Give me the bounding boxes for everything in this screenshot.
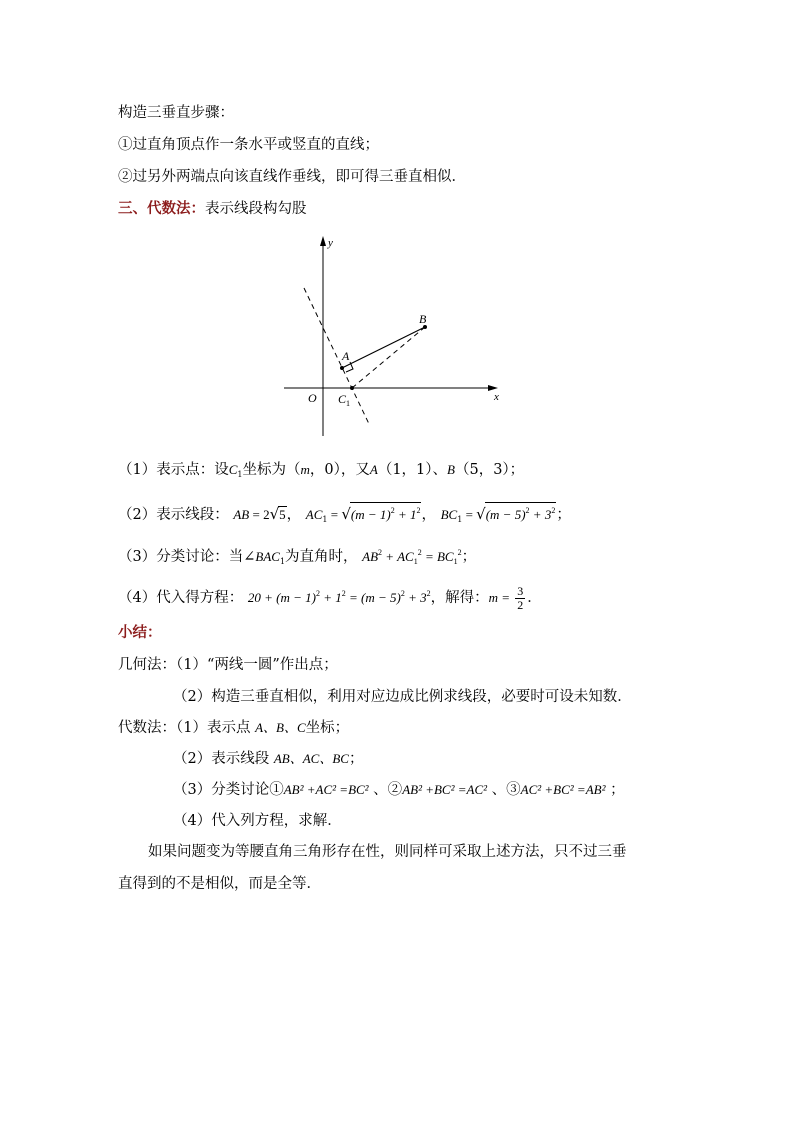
formula-equation (248, 590, 431, 605)
subscript: 1 (413, 557, 418, 566)
step-1: ①过直角顶点作一条水平或竖直的直线； (118, 137, 379, 153)
solution-fraction (515, 585, 525, 612)
alg-item-text: 坐标； (305, 720, 350, 736)
case-2-formula: AB² +BC² =AC² (402, 782, 488, 797)
point-name: C (228, 462, 238, 477)
superscript: 2 (315, 589, 320, 598)
expr: 20 + (m − 1) (247, 590, 316, 605)
formula-pythagoras (362, 549, 461, 564)
steps-title: 构造三垂直步骤： (118, 105, 234, 121)
alg-item-text: 、③ (487, 782, 521, 798)
subscript: 1 (457, 515, 463, 524)
separator: ， (286, 507, 302, 523)
item-text: 坐标为（ (242, 462, 301, 478)
alg-item-text: ； (348, 751, 364, 767)
separator: ． (527, 590, 542, 606)
alg-item-text: ； (605, 782, 625, 798)
formula-ab-rhs: = 2 (249, 507, 270, 522)
section-3-heading-line (118, 199, 307, 219)
label-x: x (494, 391, 499, 403)
superscript: 2 (378, 548, 383, 557)
item-text: 表示点：设 (156, 462, 229, 478)
point-name: B (447, 462, 455, 477)
alg-line-4: （4）代入列方程，求解． (173, 813, 342, 829)
item-number: （1） (118, 462, 157, 478)
item-text: （5，3）； (454, 462, 525, 478)
item-4 (118, 584, 542, 612)
expr: = (m − 5) (345, 590, 401, 605)
label-C: C (338, 392, 347, 406)
step-2: ②过另外两端点向该直线作垂线，即可得三垂直相似． (118, 169, 466, 185)
expr: = BC (421, 549, 454, 564)
item-1 (118, 460, 524, 485)
label-O: O (308, 391, 317, 405)
item-2: （2）表示线段： AB = 2√5， $AC_1 = √(m - 1)^2 + 1^2$， $BC_1 = √(m - 5)^2 + 3^2$； (118, 502, 571, 530)
alg-line-1 (118, 718, 349, 738)
expr: + AC (382, 549, 414, 564)
geo-label: 几何法： (118, 657, 176, 673)
summary-heading: 小结： (118, 624, 162, 641)
superscript: 2 (551, 506, 556, 515)
expr: + 1 (319, 590, 342, 605)
item-number: （4） (118, 590, 157, 606)
alg-label: 代数法： (118, 720, 176, 736)
label-C-sub: 1 (346, 399, 351, 408)
separator: ； (556, 507, 571, 523)
formula-bc1-radicand (485, 502, 557, 523)
item-text: ，0），又 (309, 462, 370, 478)
separator: ； (461, 549, 477, 565)
superscript: 2 (457, 548, 462, 557)
paragraph-line-1: 如果问题变为等腰直角三角形存在性，则同样可采取上述方法，只不过三垂 (148, 844, 627, 860)
item-number: （3） (118, 549, 157, 565)
angle-name: BAC (255, 549, 280, 564)
label-B: B (419, 312, 427, 326)
expr: + 3 (404, 590, 427, 605)
superscript: 2 (417, 548, 422, 557)
superscript: 2 (400, 589, 405, 598)
item-text: （1，1）、 (377, 462, 448, 478)
subscript: 1 (322, 515, 328, 524)
superscript: 2 (390, 506, 395, 515)
separator: ， (421, 507, 436, 523)
superscript: 2 (525, 506, 530, 515)
subscript: 1 (237, 470, 243, 479)
alg-line-2 (173, 749, 363, 769)
paragraph-line-2: 直得到的不是相似，而是全等． (118, 876, 321, 892)
variable-m: m (300, 462, 310, 477)
geo-item-1: （1）“两线一圆”作出点； (176, 657, 338, 673)
alg-segments: AB、AC、BC (273, 751, 349, 766)
formula-radicand: 5 (279, 507, 286, 522)
alg-line-3 (173, 780, 625, 800)
point-C1 (350, 386, 354, 390)
geo-line-1 (118, 655, 338, 675)
formula-ac1-radicand (350, 502, 422, 523)
item-text: ，解得： (430, 590, 489, 606)
alg-item-text: 、② (368, 782, 403, 798)
expr: AB (362, 549, 379, 564)
expr: (m − 1) (350, 507, 391, 522)
label-y: y (328, 237, 333, 249)
alg-item-text: （3）分类讨论① (173, 782, 284, 798)
solution-lhs: m = (488, 590, 514, 605)
point-A (340, 366, 344, 370)
item-text: 为直角时， (285, 549, 358, 565)
item-number: （2） (118, 507, 157, 523)
section-desc: 表示线段构勾股 (205, 201, 307, 217)
superscript: 2 (341, 589, 346, 598)
case-3-formula: AC² +BC² =AB² (520, 782, 606, 797)
item-text: 分类讨论：当 (156, 549, 244, 565)
expr: (m − 5) (485, 507, 526, 522)
formula-ac1: AC (305, 507, 323, 522)
alg-points: A、B、C (255, 720, 306, 735)
coordinate-figure (280, 228, 505, 440)
superscript: 2 (416, 506, 421, 515)
case-1-formula: AB² +AC² =BC² (283, 782, 369, 797)
geo-item-2: （2）构造三垂直相似，利用对应边成比例求线段，必要时可设未知数． (173, 689, 632, 705)
label-A: A (342, 349, 350, 363)
formula-bc1: BC (440, 507, 458, 522)
dashed-perpendicular-line (304, 288, 370, 426)
expr: + 1 (394, 507, 417, 522)
fraction-numerator: 3 (517, 583, 524, 598)
alg-item-text: （1）表示点 (176, 720, 256, 736)
y-axis-arrow-icon (320, 236, 326, 246)
superscript: 2 (426, 589, 431, 598)
formula-ab: AB (233, 507, 250, 522)
subscript: 1 (279, 557, 286, 566)
label-C1 (338, 392, 350, 408)
subscript: 1 (453, 557, 458, 566)
expr: + 3 (529, 507, 552, 522)
item-text: 表示线段： (156, 507, 229, 523)
alg-item-text: （2）表示线段 (173, 751, 274, 767)
item-3 (118, 543, 476, 572)
section-heading: 三、代数法： (118, 200, 205, 217)
angle-symbol: ∠ (243, 549, 256, 565)
fraction-denominator: 2 (517, 597, 524, 612)
point-name: A (369, 462, 378, 477)
item-text: 代入得方程： (156, 590, 244, 606)
